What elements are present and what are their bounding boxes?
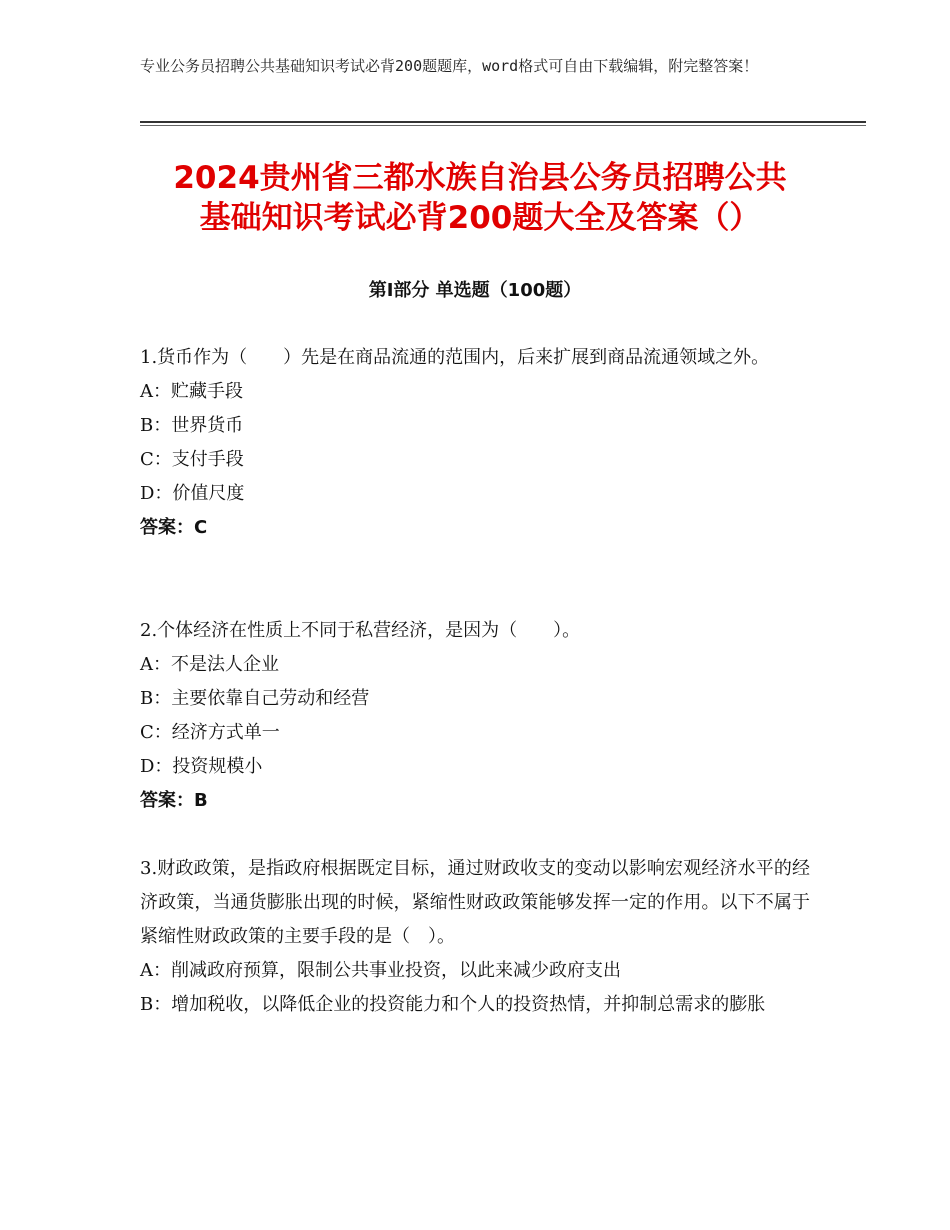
- section-heading: 第Ⅰ部分 单选题（100题）: [368, 280, 582, 301]
- answer: 答案：B: [140, 790, 208, 811]
- document-title: [100, 158, 860, 238]
- title-line-2: 基础知识考试必背200题大全及答案（）: [199, 200, 761, 236]
- option-c: C：经济方式单一: [140, 722, 280, 743]
- question-3: [140, 852, 810, 1022]
- option-b: B：增加税收，以降低企业的投资能力和个人的投资热情，并抑制总需求的膨胀: [140, 994, 766, 1015]
- title-line-1: 2024贵州省三都水族自治县公务员招聘公共: [173, 160, 787, 196]
- question-1: [140, 341, 810, 545]
- option-b: B：主要依靠自己劳动和经营: [140, 688, 370, 709]
- answer: 答案：C: [140, 517, 208, 538]
- header-rule-thick: [140, 121, 866, 123]
- question-2: [140, 614, 810, 818]
- option-d: D：价值尺度: [140, 483, 245, 504]
- question-stem: 3.财政政策，是指政府根据既定目标，通过财政收支的变动以影响宏观经济水平的经济政策，当通货膨胀出现的时候，紧缩性财政政策能够发挥一定的作用。以下不属于紧缩性财政政策的主要手段的是（ ）。: [140, 858, 810, 947]
- option-a: A：削减政府预算，限制公共事业投资，以此来减少政府支出: [140, 960, 621, 981]
- header-note: 专业公务员招聘公共基础知识考试必背200题题库，word格式可自由下载编辑，附完整答案！: [140, 57, 759, 75]
- question-stem: 2.个体经济在性质上不同于私营经济，是因为（ ）。: [140, 620, 581, 641]
- option-b: B：世界货币: [140, 415, 244, 436]
- question-stem: 1.货币作为（ ）先是在商品流通的范围内，后来扩展到商品流通领域之外。: [140, 347, 770, 368]
- option-a: A：贮藏手段: [140, 381, 243, 402]
- option-c: C：支付手段: [140, 449, 244, 470]
- header-rule-thin: [140, 125, 866, 126]
- option-a: A：不是法人企业: [140, 654, 279, 675]
- option-d: D：投资规模小: [140, 756, 263, 777]
